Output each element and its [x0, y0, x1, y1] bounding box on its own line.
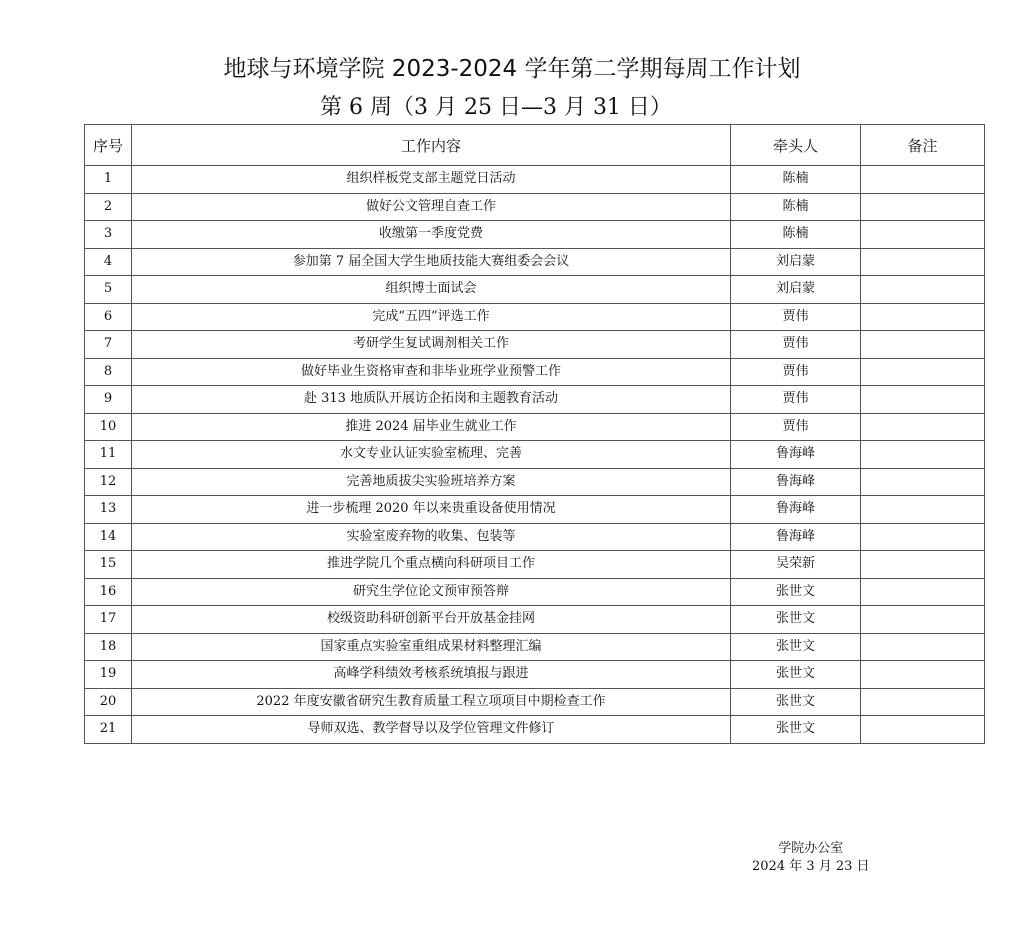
work-content: 做好公文管理自查工作: [132, 193, 731, 221]
remark: [861, 193, 985, 221]
lead-person: 贾伟: [731, 358, 861, 386]
row-number: 8: [85, 358, 132, 386]
row-number: 13: [85, 496, 132, 524]
work-plan-table: [84, 124, 985, 744]
table-row: [85, 331, 985, 359]
lead-person: 刘启蒙: [731, 276, 861, 304]
lead-person: 刘启蒙: [731, 248, 861, 276]
remark: [861, 688, 985, 716]
column-header-note: 备注: [861, 125, 985, 166]
work-content: 参加第 7 届全国大学生地质技能大赛组委会会议: [132, 248, 731, 276]
lead-person: 贾伟: [731, 331, 861, 359]
work-content: 国家重点实验室重组成果材料整理汇编: [132, 633, 731, 661]
table-row: [85, 633, 985, 661]
work-content: 高峰学科绩效考核系统填报与跟进: [132, 661, 731, 689]
remark: [861, 331, 985, 359]
work-content: 赴 313 地质队开展访企拓岗和主题教育活动: [132, 386, 731, 414]
remark: [861, 468, 985, 496]
work-content: 实验室废弃物的收集、包装等: [132, 523, 731, 551]
remark: [861, 221, 985, 249]
remark: [861, 633, 985, 661]
lead-person: 贾伟: [731, 386, 861, 414]
footer-date: 2024 年 3 月 23 日: [752, 859, 870, 874]
table-row: [85, 441, 985, 469]
remark: [861, 716, 985, 744]
row-number: 7: [85, 331, 132, 359]
work-content: 导师双选、教学督导以及学位管理文件修订: [132, 716, 731, 744]
work-content: 做好毕业生资格审查和非毕业班学业预警工作: [132, 358, 731, 386]
table-row: [85, 413, 985, 441]
row-number: 3: [85, 221, 132, 249]
table-row: [85, 688, 985, 716]
work-content: 进一步梳理 2020 年以来贵重设备使用情况: [132, 496, 731, 524]
lead-person: 鲁海峰: [731, 523, 861, 551]
table-row: [85, 468, 985, 496]
lead-person: 张世文: [731, 578, 861, 606]
remark: [861, 386, 985, 414]
lead-person: 吴荣新: [731, 551, 861, 579]
row-number: 17: [85, 606, 132, 634]
row-number: 4: [85, 248, 132, 276]
lead-person: 张世文: [731, 716, 861, 744]
lead-person: 鲁海峰: [731, 441, 861, 469]
footer: [752, 840, 870, 876]
row-number: 16: [85, 578, 132, 606]
remark: [861, 358, 985, 386]
remark: [861, 166, 985, 194]
remark: [861, 606, 985, 634]
table-row: [85, 221, 985, 249]
row-number: 12: [85, 468, 132, 496]
lead-person: 陈楠: [731, 166, 861, 194]
lead-person: 张世文: [731, 633, 861, 661]
lead-person: 张世文: [731, 661, 861, 689]
row-number: 2: [85, 193, 132, 221]
work-content: 2022 年度安徽省研究生教育质量工程立项项目中期检查工作: [132, 688, 731, 716]
table-row: [85, 496, 985, 524]
work-content: 收缴第一季度党费: [132, 221, 731, 249]
footer-office: 学院办公室: [778, 841, 844, 856]
remark: [861, 413, 985, 441]
remark: [861, 303, 985, 331]
work-content: 组织样板党支部主题党日活动: [132, 166, 731, 194]
column-header-content: 工作内容: [132, 125, 731, 166]
remark: [861, 578, 985, 606]
row-number: 9: [85, 386, 132, 414]
lead-person: 贾伟: [731, 413, 861, 441]
work-content: 完善地质拔尖实验班培养方案: [132, 468, 731, 496]
work-content: 水文专业认证实验室梳理、完善: [132, 441, 731, 469]
table-row: [85, 276, 985, 304]
row-number: 5: [85, 276, 132, 304]
page-subtitle: 第 6 周（3 月 25 日—3 月 31 日）: [320, 95, 672, 120]
table-row: [85, 193, 985, 221]
lead-person: 鲁海峰: [731, 496, 861, 524]
row-number: 20: [85, 688, 132, 716]
remark: [861, 496, 985, 524]
lead-person: 鲁海峰: [731, 468, 861, 496]
table-row: [85, 248, 985, 276]
remark: [861, 441, 985, 469]
row-number: 11: [85, 441, 132, 469]
remark: [861, 248, 985, 276]
table-row: [85, 716, 985, 744]
column-header-lead: 牵头人: [731, 125, 861, 166]
table-row: [85, 166, 985, 194]
table-row: [85, 303, 985, 331]
lead-person: 贾伟: [731, 303, 861, 331]
work-content: 考研学生复试调剂相关工作: [132, 331, 731, 359]
table-row: [85, 578, 985, 606]
work-content: 完成“五四”评选工作: [132, 303, 731, 331]
table-row: [85, 551, 985, 579]
row-number: 15: [85, 551, 132, 579]
work-content: 推进 2024 届毕业生就业工作: [132, 413, 731, 441]
remark: [861, 523, 985, 551]
table-row: [85, 606, 985, 634]
row-number: 10: [85, 413, 132, 441]
row-number: 6: [85, 303, 132, 331]
lead-person: 张世文: [731, 606, 861, 634]
row-number: 19: [85, 661, 132, 689]
work-content: 组织博士面试会: [132, 276, 731, 304]
column-header-no: 序号: [85, 125, 132, 166]
row-number: 18: [85, 633, 132, 661]
lead-person: 张世文: [731, 688, 861, 716]
table-header-row: [85, 125, 985, 166]
work-content: 校级资助科研创新平台开放基金挂网: [132, 606, 731, 634]
remark: [861, 276, 985, 304]
remark: [861, 661, 985, 689]
row-number: 14: [85, 523, 132, 551]
table-row: [85, 523, 985, 551]
work-content: 研究生学位论文预审预答辩: [132, 578, 731, 606]
work-content: 推进学院几个重点横向科研项目工作: [132, 551, 731, 579]
table-row: [85, 661, 985, 689]
lead-person: 陈楠: [731, 221, 861, 249]
table-row: [85, 386, 985, 414]
lead-person: 陈楠: [731, 193, 861, 221]
remark: [861, 551, 985, 579]
row-number: 1: [85, 166, 132, 194]
table-row: [85, 358, 985, 386]
row-number: 21: [85, 716, 132, 744]
page-title: 地球与环境学院 2023-2024 学年第二学期每周工作计划: [223, 56, 801, 82]
